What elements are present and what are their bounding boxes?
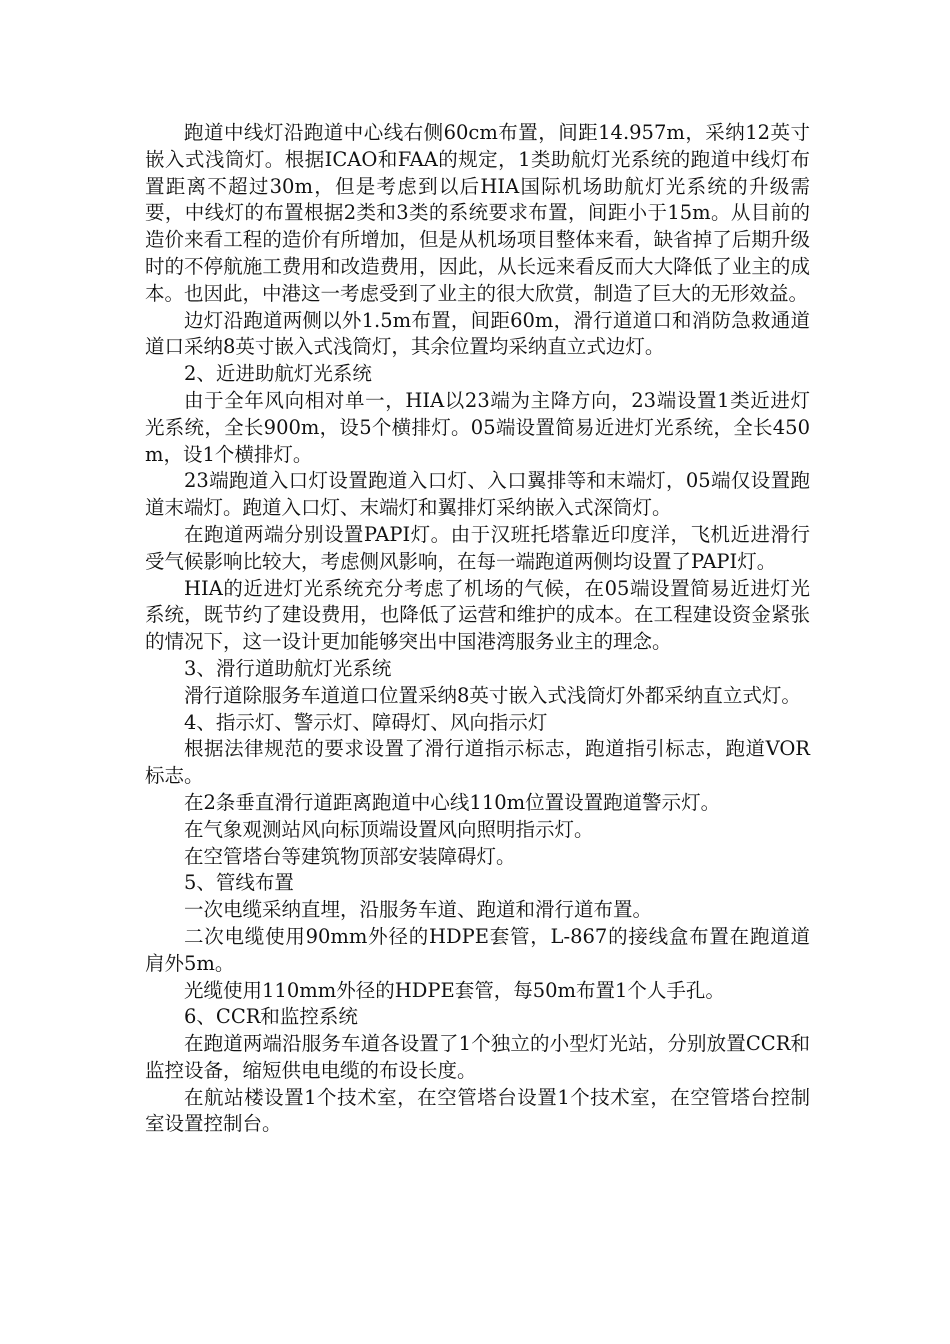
paragraph-signs: 根据法律规范的要求设置了滑行道指示标志，跑道指引标志，跑道VOR标志。 — [145, 737, 810, 788]
paragraph-taxiway-lights: 滑行道除服务车道道口位置采纳8英寸嵌入式浅筒灯外都采纳直立式灯。 — [184, 683, 801, 707]
paragraph-technical-rooms: 在航站楼设置1个技术室，在空管塔台设置1个技术室，在空管塔台控制室设置控制台。 — [145, 1085, 810, 1136]
heading-indicator-lights: 4、指示灯、警示灯、障碍灯、风向指示灯 — [184, 710, 548, 734]
paragraph-primary-cable: 一次电缆采纳直埋，沿服务车道、跑道和滑行道布置。 — [184, 898, 653, 922]
paragraph-edge-lights: 边灯沿跑道两侧以外1.5m布置，间距60m，滑行道道口和消防急救通道道口采纳8英寸嵌入式浅筒灯，其余位置均采纳直立式边灯。 — [145, 308, 810, 359]
heading-taxiway-lighting: 3、滑行道助航灯光系统 — [184, 656, 392, 680]
paragraph-centerline-lights: 跑道中线灯沿跑道中心线右侧60cm布置，间距14.957m，采纳12英寸嵌入式浅筒灯。根据ICAO和FAA的规定，1类助航灯光系统的跑道中线灯布置距离不超过30m，但是考虑到以后HIA国际机场助航灯光系统的升级需要，中线灯的布置根据2类和3类的系统要求布置，间距小于15m。从目前的造价来看工程的造价有所增加，但是从机场项目整体来看，缺省掉了后期升级时的不停航施工费用和改造费用，因此，从长远来看反而大大降低了业主的成本。也因此，中港这一考虑受到了业主的很大欣赏，制造了巨大的无形效益。 — [145, 121, 810, 305]
heading-ccr-monitoring: 6、CCR和监控系统 — [184, 1005, 358, 1029]
paragraph-threshold-lights: 23端跑道入口灯设置跑道入口灯、入口翼排等和末端灯，05端仅设置跑道末端灯。跑道入口灯、末端灯和翼排灯采纳嵌入式深筒灯。 — [145, 469, 810, 520]
heading-approach-lighting: 2、近进助航灯光系统 — [184, 362, 372, 386]
heading-cabling: 5、管线布置 — [184, 871, 294, 895]
document-body — [145, 120, 810, 1138]
paragraph-wind-indicator: 在气象观测站风向标顶端设置风向照明指示灯。 — [184, 817, 594, 841]
paragraph-obstacle-lights: 在空管塔台等建筑物顶部安装障碍灯。 — [184, 844, 516, 868]
paragraph-papi-lights: 在跑道两端分别设置PAPI灯。由于汉班托塔靠近印度洋，飞机近进滑行受气候影响比较大，考虑侧风影响，在每一端跑道两侧均设置了PAPI灯。 — [145, 522, 810, 573]
paragraph-fiber-cable: 光缆使用110mm外径的HDPE套管，每50m布置1个人手孔。 — [184, 978, 725, 1002]
paragraph-light-stations: 在跑道两端沿服务车道各设置了1个独立的小型灯光站，分别放置CCR和监控设备，缩短供电电缆的布设长度。 — [145, 1032, 810, 1082]
paragraph-approach-summary: HIA的近进灯光系统充分考虑了机场的气候，在05端设置简易近进灯光系统，既节约了建设费用，也降低了运营和维护的成本。在工程建设资金紧张的情况下，这一设计更加能够突出中国港湾服务业主的理念。 — [145, 576, 810, 654]
paragraph-runway-guard-lights: 在2条垂直滑行道距离跑道中心线110m位置设置跑道警示灯。 — [184, 790, 721, 814]
paragraph-approach-config: 由于全年风向相对单一，HIA以23端为主降方向，23端设置1类近进灯光系统，全长900m，设5个横排灯。05端设置简易近进灯光系统，全长450m，设1个横排灯。 — [145, 388, 810, 466]
paragraph-secondary-cable: 二次电缆使用90mm外径的HDPE套管，L-867的接线盒布置在跑道道肩外5m。 — [145, 924, 810, 975]
